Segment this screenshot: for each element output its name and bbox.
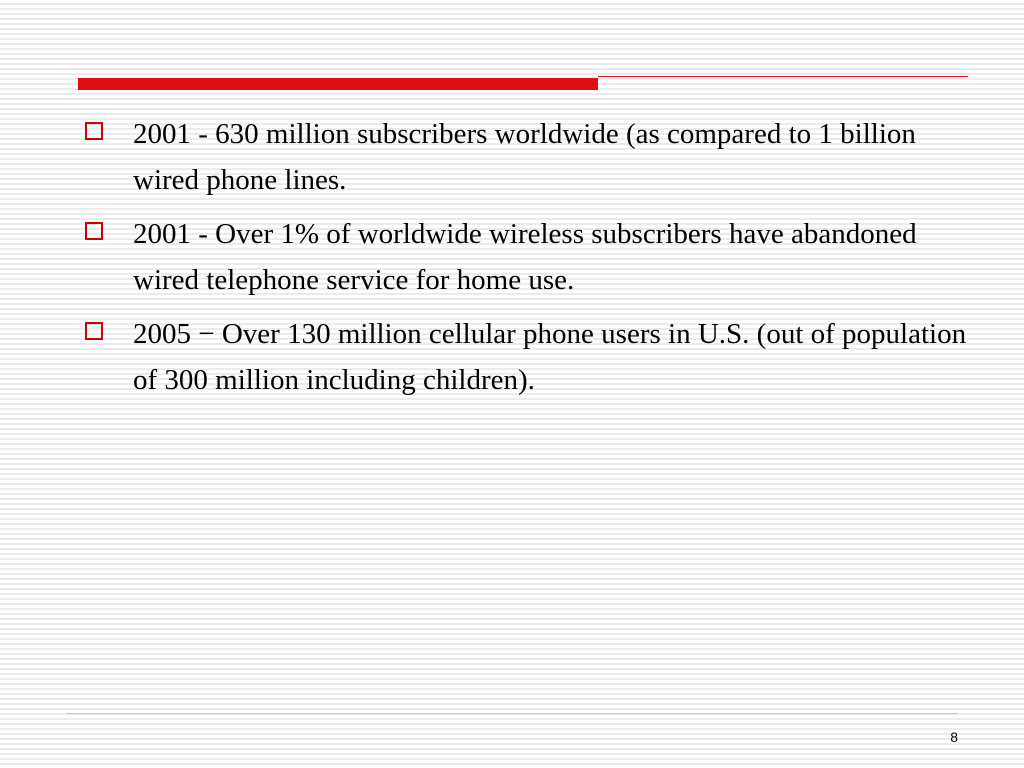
- bullet-item: [82, 111, 982, 203]
- bullet-text: 2005 − Over 130 million cellular phone users in U.S. (out of population of 300 million including children).: [133, 318, 967, 396]
- bullet-list: [82, 111, 982, 411]
- hollow-square-bullet-icon: [85, 322, 103, 340]
- bullet-text: 2001 - 630 million subscribers worldwide (as compared to 1 billion wired phone lines.: [133, 118, 916, 196]
- bullet-item: [82, 211, 982, 303]
- footer-rule: [67, 713, 957, 714]
- page-number: 8: [950, 729, 958, 745]
- title-accent-bar: [78, 78, 598, 90]
- hollow-square-bullet-icon: [85, 222, 103, 240]
- title-accent-rule: [598, 76, 968, 77]
- bullet-item: [82, 311, 982, 403]
- bullet-text: 2001 - Over 1% of worldwide wireless subscribers have abandoned wired telephone service for home use.: [133, 218, 917, 296]
- hollow-square-bullet-icon: [85, 122, 103, 140]
